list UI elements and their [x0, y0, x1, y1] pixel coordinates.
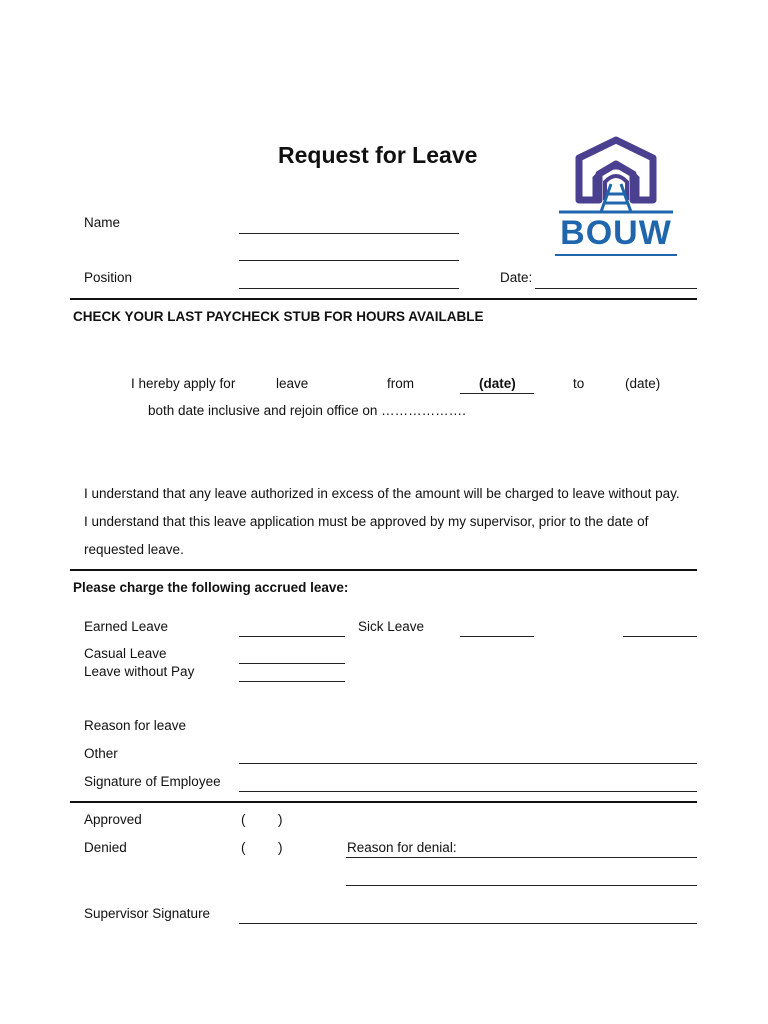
from-text: from	[387, 376, 414, 391]
other-field[interactable]	[239, 763, 697, 764]
apply-text: I hereby apply for	[131, 376, 236, 391]
date-to-field[interactable]: (date)	[625, 376, 661, 391]
earned-leave-label: Earned Leave	[84, 619, 169, 634]
reason-for-denial-label: Reason for denial:	[347, 840, 457, 855]
reason-for-leave-label: Reason for leave	[84, 718, 187, 733]
accrued-heading: Please charge the following accrued leave:	[73, 580, 349, 595]
earned-leave-field[interactable]	[239, 636, 345, 637]
to-text: to	[573, 376, 585, 391]
casual-leave-field[interactable]	[239, 663, 345, 664]
denied-checkbox-open[interactable]: (	[241, 840, 246, 855]
name-label: Name	[84, 215, 121, 230]
denied-label: Denied	[84, 840, 127, 855]
logo-emblem-icon	[555, 136, 677, 216]
extra-leave-field[interactable]	[623, 636, 697, 637]
leave-without-pay-field[interactable]	[239, 681, 345, 682]
bouw-logo	[555, 136, 677, 260]
casual-leave-label: Casual Leave	[84, 646, 167, 661]
sick-leave-label: Sick Leave	[358, 619, 425, 634]
signature-employee-field[interactable]	[239, 791, 697, 792]
divider	[70, 298, 697, 300]
reason-for-denial-field-second-line[interactable]	[346, 885, 697, 886]
divider	[70, 569, 697, 571]
divider	[70, 801, 697, 803]
paycheck-notice: CHECK YOUR LAST PAYCHECK STUB FOR HOURS AVAILABLE	[73, 309, 484, 324]
name-field-second-line[interactable]	[239, 260, 459, 261]
inclusive-text: both date inclusive and rejoin office on ……………….	[148, 403, 466, 418]
understand-text-1: I understand that any leave authorized in excess of the amount will be charged to leave without pay.	[84, 486, 680, 501]
denied-checkbox-close[interactable]: )	[278, 840, 283, 855]
leave-text: leave	[276, 376, 309, 391]
logo-underline	[555, 254, 677, 256]
page-title: Request for Leave	[278, 142, 478, 168]
approved-checkbox-close[interactable]: )	[278, 812, 283, 827]
date-field[interactable]	[535, 288, 697, 289]
date-from-field[interactable]: (date)	[479, 376, 516, 391]
supervisor-signature-field[interactable]	[239, 923, 697, 924]
date-label: Date:	[500, 270, 533, 285]
understand-text-2: I understand that this leave application must be approved by my supervisor, prior to the date of	[84, 514, 649, 529]
supervisor-signature-label: Supervisor Signature	[84, 906, 211, 921]
approved-checkbox-open[interactable]: (	[241, 812, 246, 827]
leave-without-pay-label: Leave without Pay	[84, 664, 195, 679]
reason-for-denial-field[interactable]	[346, 857, 697, 858]
logo-text: BOUW	[560, 214, 672, 252]
sick-leave-field[interactable]	[460, 636, 534, 637]
position-label: Position	[84, 270, 133, 285]
understand-text-3: requested leave.	[84, 542, 184, 557]
name-field[interactable]	[239, 233, 459, 234]
other-label: Other	[84, 746, 118, 761]
position-field[interactable]	[239, 288, 459, 289]
signature-employee-label: Signature of Employee	[84, 774, 221, 789]
approved-label: Approved	[84, 812, 142, 827]
date-from-underline	[460, 393, 534, 394]
